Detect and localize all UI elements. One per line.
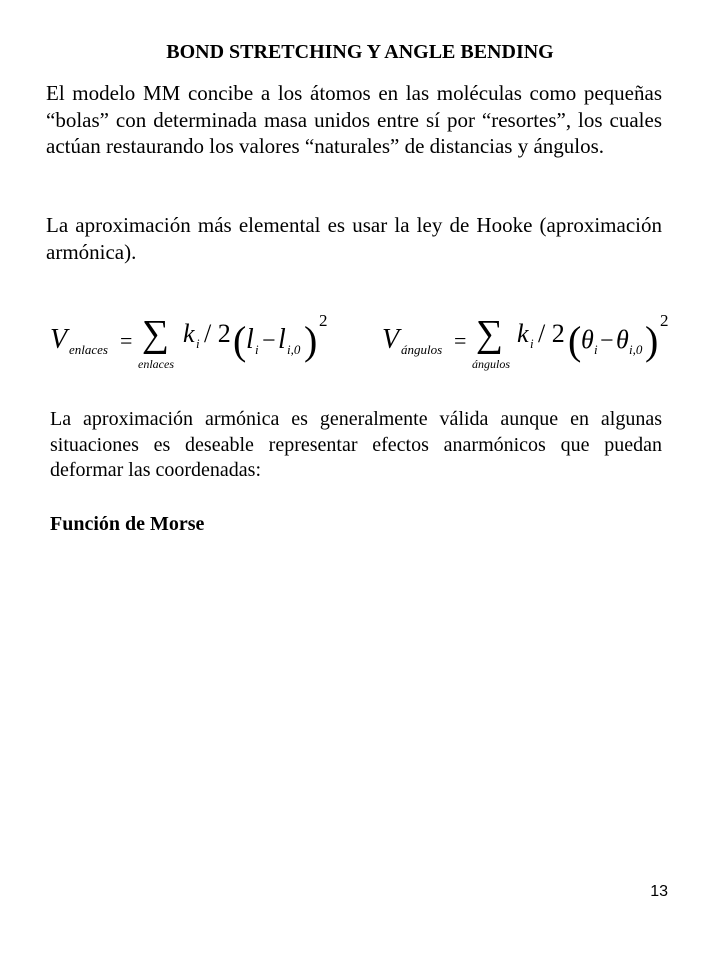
bond-var-1-subscript: i	[255, 342, 259, 357]
angle-lhs-subscript: ángulos	[401, 342, 443, 357]
bond-var-2-subscript: i,0	[287, 342, 301, 357]
bond-lhs-subscript: enlaces	[69, 342, 108, 357]
angle-minus: −	[600, 328, 614, 354]
angle-var-2: θ	[616, 325, 629, 354]
angle-formula	[382, 311, 669, 371]
paragraph-anharmonic: La aproximación armónica es generalmente válida aunque en algunas situaciones es deseable representar efectos anarmónicos que puedan deformar las coordenadas:	[50, 408, 662, 481]
page-number: 13	[650, 883, 668, 900]
angle-sum-subscript: ángulos	[472, 357, 511, 371]
angle-close-paren: )	[645, 318, 659, 363]
angle-k-symbol: k	[517, 319, 529, 348]
bond-k-subscript: i	[196, 336, 200, 351]
formula-svg	[40, 298, 680, 378]
angle-lhs-symbol: V	[382, 324, 400, 355]
bond-close-paren: )	[304, 318, 318, 363]
bond-minus: −	[262, 328, 276, 354]
angle-divide: / 2	[538, 319, 565, 348]
angle-var-1-subscript: i	[594, 342, 598, 357]
paragraph-model-description: El modelo MM concibe a los átomos en las moléculas como pequeñas “bolas” con determinada masa unidos entre sí por “resortes”, los cuales actúan restaurando los valores “naturales” de distancias y ángulos.	[46, 81, 662, 158]
angle-sum-symbol: ∑	[476, 313, 504, 355]
bond-formula	[50, 311, 328, 371]
bond-sum-symbol: ∑	[142, 313, 170, 355]
bond-divide: / 2	[204, 319, 231, 348]
bond-exponent: 2	[319, 311, 328, 330]
angle-var-2-subscript: i,0	[629, 342, 643, 357]
angle-open-paren: (	[568, 318, 582, 363]
bond-sum-subscript: enlaces	[138, 357, 174, 371]
bond-open-paren: (	[233, 318, 247, 363]
angle-k-subscript: i	[530, 336, 534, 351]
bond-equals: =	[120, 328, 133, 353]
page-title: BOND STRETCHING Y ANGLE BENDING	[166, 41, 554, 63]
angle-exponent: 2	[660, 311, 669, 330]
bond-k-symbol: k	[183, 319, 195, 348]
bond-var-1: l	[246, 324, 254, 355]
subheading-morse: Función de Morse	[50, 513, 205, 535]
paragraph-hooke-law: La aproximación más elemental es usar la ley de Hooke (aproximación armónica).	[46, 213, 662, 264]
formula-block	[40, 298, 680, 378]
bond-var-2: l	[278, 324, 286, 355]
bond-lhs-symbol: V	[50, 324, 68, 355]
angle-equals: =	[454, 328, 467, 353]
angle-var-1: θ	[581, 325, 594, 354]
